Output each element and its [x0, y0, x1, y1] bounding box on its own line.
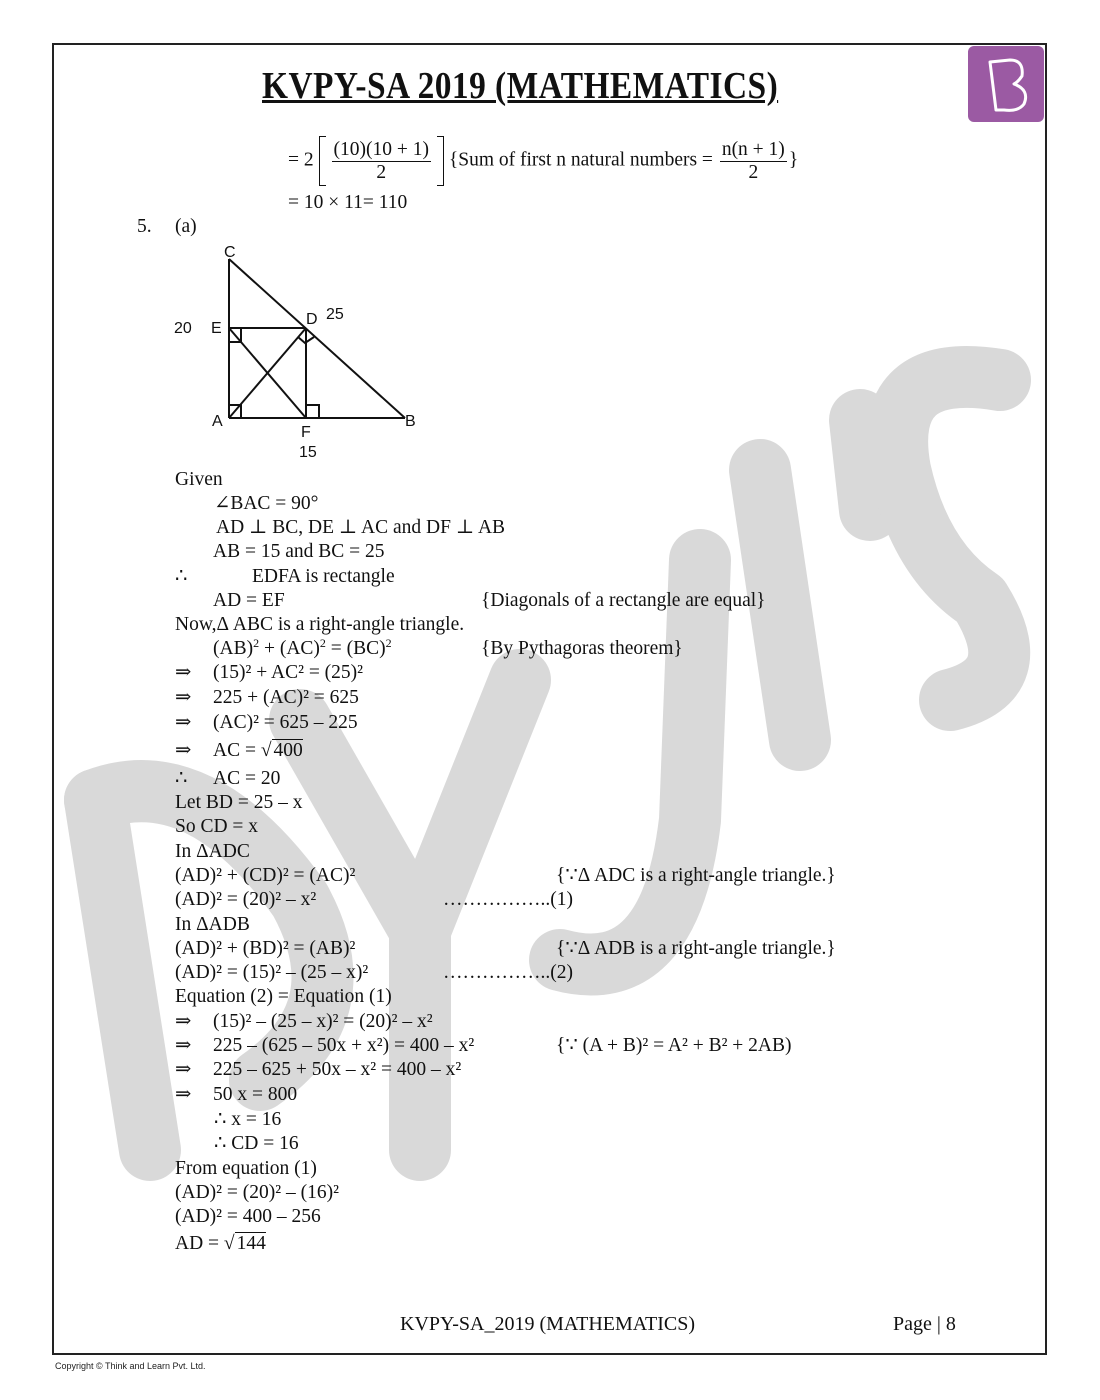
implies-icon: ⇒ — [175, 662, 192, 683]
given-angle: ∠BAC = 90° — [214, 493, 319, 514]
step-2: 225 + (AC)² = 625 — [213, 687, 359, 708]
pyth-bc: = (BC) — [325, 638, 386, 659]
pythagoras-note: {By Pythagoras theorem} — [481, 638, 683, 659]
sup: 2 — [253, 636, 260, 650]
adc-note: {∵Δ ADC is a right-angle triangle.} — [556, 865, 836, 886]
measure-ac: 20 — [174, 320, 192, 337]
sum-prefix: = 2 — [288, 149, 314, 171]
from-equation-1: From equation (1) — [175, 1158, 317, 1179]
question-number: 5. — [137, 216, 152, 237]
b-logo-icon — [968, 46, 1044, 122]
sum-note: {Sum of first n natural numbers = — [448, 149, 718, 171]
equation-1-tag: ……………..(1) — [443, 889, 573, 910]
label-e: E — [211, 320, 222, 337]
triangle-diagram — [160, 240, 440, 465]
step-4: AC = √ 400 — [213, 740, 303, 761]
implies-icon: ⇒ — [175, 687, 192, 708]
step-t4: 50 x = 800 — [213, 1084, 298, 1105]
adc-equation: (AD)² + (CD)² = (AC)² — [175, 865, 356, 886]
ad-step-3-prefix: AD = — [175, 1233, 224, 1254]
let-bd: Let BD = 25 – x — [175, 792, 303, 813]
measure-bc: 25 — [326, 306, 344, 323]
cd-value: ∴ CD = 16 — [214, 1133, 299, 1154]
label-f: F — [301, 424, 311, 441]
diagonals-note: {Diagonals of a rectangle are equal} — [481, 590, 766, 611]
sup: 2 — [319, 636, 326, 650]
note-suffix: } — [788, 149, 799, 171]
pythagoras-equation — [213, 638, 392, 660]
in-adb: In ΔADB — [175, 914, 250, 935]
note-denominator: 2 — [748, 161, 759, 183]
so-cd: So CD = x — [175, 816, 259, 837]
right-triangle-statement: Now,Δ ABC is a right-angle triangle. — [175, 614, 465, 635]
ad-step-2: (AD)² = 400 – 256 — [175, 1206, 321, 1227]
rectangle-statement: EDFA is rectangle — [252, 566, 395, 587]
sum-denominator: 2 — [376, 161, 387, 183]
given-heading: Given — [175, 469, 223, 490]
step-t2: 225 – (625 – 50x + x²) = 400 – x² — [213, 1035, 475, 1056]
equation-1: (AD)² = (20)² – x² — [175, 889, 317, 910]
ad-equals-ef: AD = EF — [213, 590, 285, 611]
note-numerator: n(n + 1) — [721, 138, 785, 160]
step-4-prefix: AC = — [213, 740, 261, 761]
label-c: C — [224, 244, 236, 261]
ad-step-1: (AD)² = (20)² – (16)² — [175, 1182, 339, 1203]
implies-icon: ⇒ — [175, 1059, 192, 1080]
pyth-ac: + (AC) — [259, 638, 320, 659]
sqrt-144: 144 — [236, 1233, 266, 1254]
pyth-ab: (AB) — [213, 638, 254, 659]
note-fraction — [720, 139, 787, 184]
sqrt-400: 400 — [273, 740, 303, 761]
page-title: KVPY-SA 2019 (MATHEMATICS) — [262, 65, 779, 107]
identity-note: {∵ (A + B)² = A² + B² + 2AB) — [556, 1035, 792, 1056]
step-3: (AC)² = 625 – 225 — [213, 712, 358, 733]
page-number: Page | 8 — [893, 1313, 956, 1335]
measure-ab: 15 — [299, 444, 317, 461]
equation-equal: Equation (2) = Equation (1) — [175, 986, 392, 1007]
step-1: (15)² + AC² = (25)² — [213, 662, 364, 683]
sum-line — [288, 136, 798, 186]
sum-result: = 10 × 11= 110 — [288, 192, 408, 213]
sum-fraction — [332, 139, 431, 184]
given-perpendiculars: AD ⊥ BC, DE ⊥ AC and DF ⊥ AB — [216, 517, 506, 538]
step-5: AC = 20 — [213, 768, 281, 789]
adb-note: {∵Δ ADB is a right-angle triangle.} — [556, 938, 836, 959]
sup: 2 — [385, 636, 392, 650]
adb-equation: (AD)² + (BD)² = (AB)² — [175, 938, 356, 959]
implies-icon: ⇒ — [175, 712, 192, 733]
implies-icon: ⇒ — [175, 740, 192, 761]
equation-2-tag: ……………..(2) — [443, 962, 573, 983]
copyright: Copyright © Think and Learn Pvt. Ltd. — [55, 1361, 206, 1371]
label-b: B — [405, 413, 416, 430]
label-d: D — [306, 311, 318, 328]
step-t3: 225 – 625 + 50x – x² = 400 – x² — [213, 1059, 462, 1080]
implies-icon: ⇒ — [175, 1084, 192, 1105]
therefore-symbol: ∴ — [175, 566, 188, 587]
label-a: A — [212, 413, 223, 430]
left-bracket — [319, 136, 326, 186]
footer-title: KVPY-SA_2019 (MATHEMATICS) — [400, 1313, 696, 1335]
therefore-symbol: ∴ — [175, 768, 188, 789]
in-adc: In ΔADC — [175, 841, 250, 862]
x-value: ∴ x = 16 — [214, 1109, 282, 1130]
right-bracket — [437, 136, 444, 186]
implies-icon: ⇒ — [175, 1035, 192, 1056]
question-option: (a) — [175, 216, 197, 237]
ad-step-3: AD = √ 144 — [175, 1233, 266, 1254]
equation-2: (AD)² = (15)² – (25 – x)² — [175, 962, 369, 983]
step-t1: (15)² – (25 – x)² = (20)² – x² — [213, 1011, 433, 1032]
given-sides: AB = 15 and BC = 25 — [213, 541, 385, 562]
implies-icon: ⇒ — [175, 1011, 192, 1032]
byjus-logo — [968, 46, 1044, 122]
sum-numerator: (10)(10 + 1) — [333, 138, 429, 160]
